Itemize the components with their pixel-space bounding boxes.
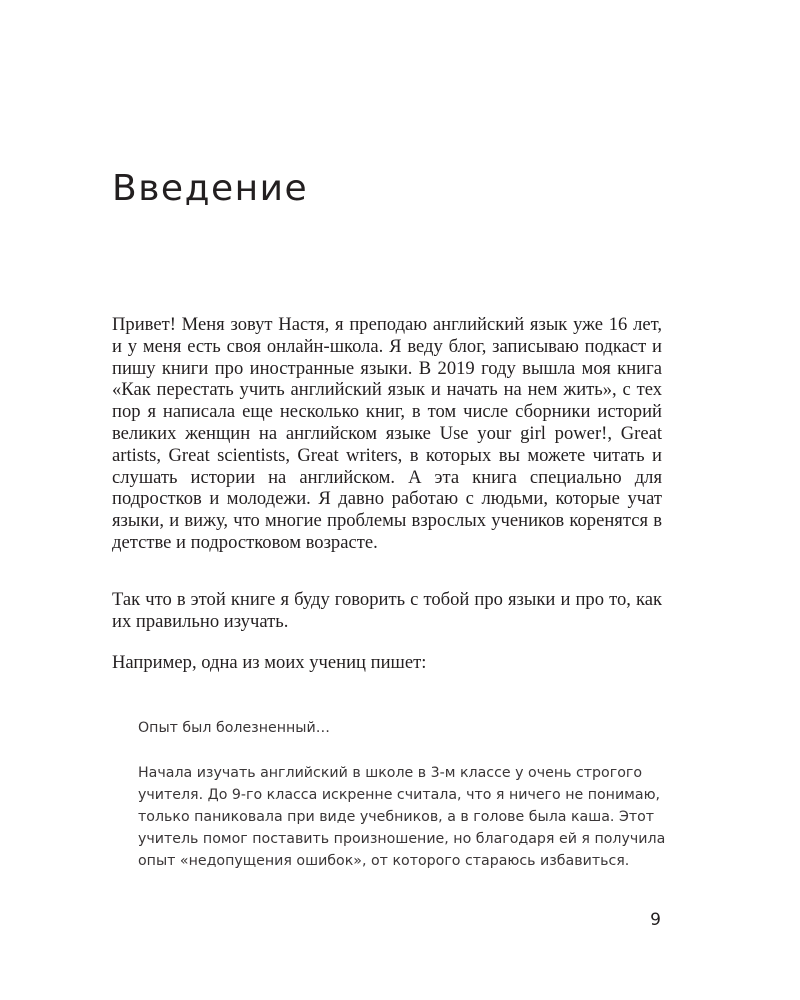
page-number: 9 <box>650 910 661 930</box>
chapter-heading: Введение <box>112 168 309 209</box>
intro-paragraph: Привет! Меня зовут Настя, я преподаю английский язык уже 16 лет, и у меня есть своя онлайн-школа. Я веду блог, записываю подкаст и пишу книги про иностранные языки. В 2019 году вышла моя книга «Как перестать учить английский язык и начать на нем жить», с тех пор я написала еще несколько книг, в том числе сборники историй великих женщин на английском языке Use your girl power!, Great artists, Great scientists, Great writers, в которых вы можете читать и слушать истории на английском. А эта книга специально для подростков и молодежи. Я давно работаю с людьми, которые учат языки, и вижу, что многие проблемы взрослых учеников коренятся в детстве и подростковом возрасте. <box>112 314 662 553</box>
quote-paragraph: Начала изучать английский в школе в 3-м классе у очень строгого учителя. До 9-го класса искренне считала, что я ничего не понимаю, только паниковала при виде учебников, а в голове была каша. Этот учитель помог поставить произношение, но благодаря ей я получила опыт «недопущения ошибок», от которого стараюсь избавиться. <box>138 765 666 869</box>
quote-line: Опыт был болезненный… <box>138 720 330 736</box>
example-lead-paragraph: Например, одна из моих учениц пишет: <box>112 652 427 673</box>
topic-paragraph: Так что в этой книге я буду говорить с тобой про языки и про то, как их правильно изучать. <box>112 589 662 632</box>
